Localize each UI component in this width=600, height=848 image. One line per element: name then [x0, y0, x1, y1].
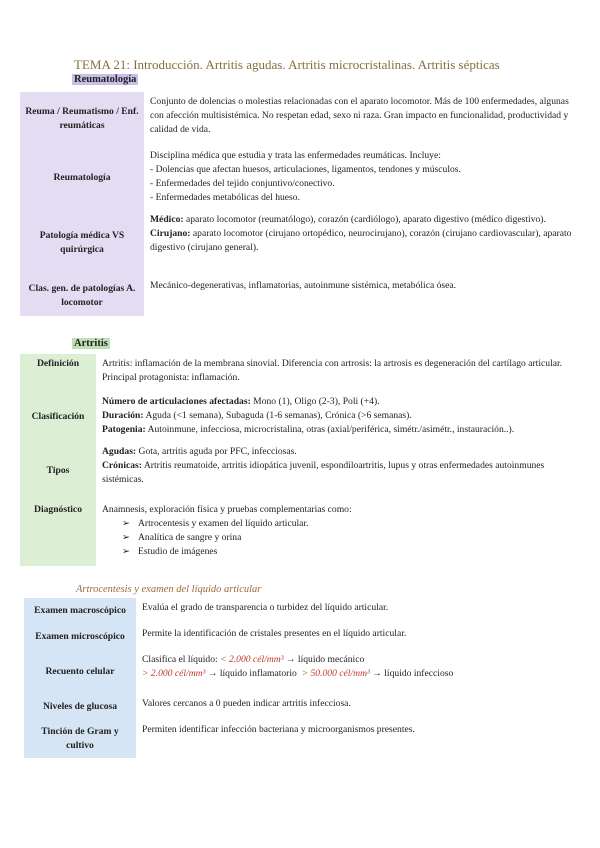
recuento-threshold: < 2.000 cél/mm³	[220, 654, 284, 665]
row-key: Niveles de glucosa	[24, 694, 136, 720]
row-key: Clasificación	[20, 392, 96, 442]
page-title: TEMA 21: Introducción. Artritis agudas. Artritis microcristalinas. Artritis sépticas	[74, 57, 500, 72]
cirujano-text: aparato locomotor (cirujano ortopédico, neurocirujano), corazón (cirujano cardiovascular), aparato digestivo (cirujano general).	[150, 228, 572, 253]
row-value: Permite la identificación de cristales presentes en el líquido articular.	[142, 628, 407, 639]
row-value	[96, 500, 588, 566]
row-value	[96, 442, 588, 500]
row-value: Mecánico-degenerativas, inflamatorias, autoinmune sistémica, metabólica ósea.	[150, 280, 457, 291]
line: - Dolencias que afectan huesos, articulaciones, ligamentos, tendones y músculos.	[150, 164, 461, 175]
table-row	[20, 500, 588, 566]
row-value: Valores cercanos a 0 pueden indicar artritis infecciosa.	[142, 698, 351, 709]
list-item: ➢ Artrocentesis y examen del líquido articular.	[122, 517, 584, 531]
section-label-reumatologia: Reumatología	[74, 74, 137, 85]
recuento-text: → líquido mecánico	[283, 654, 365, 665]
row-key: Diagnóstico	[20, 500, 96, 566]
recuento-threshold: > 2.000 cél/mm³	[142, 668, 206, 679]
table-row	[24, 624, 572, 650]
list-item: ➢ Estudio de imágenes	[122, 545, 584, 559]
line: - Enfermedades metabólicas del hueso.	[150, 192, 300, 203]
line: - Enfermedades del tejido conjuntivo/conectivo.	[150, 178, 335, 189]
table-row	[20, 442, 588, 500]
row-key: Tinción de Gram y cultivo	[24, 720, 136, 758]
recuento-text: → líquido inflamatorio	[205, 668, 302, 679]
tipos-cronicas-label: Crónicas:	[102, 460, 142, 471]
clas-dur-label: Duración:	[102, 410, 144, 421]
row-value: Conjunto de dolencias o molestias relacionadas con el aparato locomotor. Más de 100 enfermedades, algunas con afección multisistémica. No respetan edad, sexo ni raza. Gran impacto en funcionalidad, productividad y calidad de vida.	[150, 96, 569, 135]
diagnostico-text: Anamnesis, exploración física y pruebas complementarias como:	[102, 504, 352, 515]
clas-pat-label: Patogenia:	[102, 424, 146, 435]
clas-dur-text: Aguda (<1 semana), Subaguda (1-6 semanas), Crónica (>6 semanas).	[143, 410, 412, 421]
row-key: Reuma / Reumatismo / Enf. reumáticas	[20, 92, 144, 146]
liquido-table	[24, 598, 572, 758]
cirujano-label: Cirujano:	[150, 228, 191, 239]
row-value: Artritis: inflamación de la membrana sinovial. Diferencia con artrosis: la artrosis es degeneración del cartílago articular. Principal protagonista: inflamación.	[102, 358, 563, 383]
clas-pat-text: Autoinmune, infecciosa, microcristalina, otras (axial/periférica, simétr./asimétr., instauración..).	[145, 424, 515, 435]
recuento-threshold: > 50.000 cél/mm³	[301, 668, 370, 679]
row-key: Tipos	[20, 442, 96, 500]
tipos-agudas-label: Agudas:	[102, 446, 137, 457]
diagnostico-list	[102, 517, 584, 559]
medico-text: aparato locomotor (reumatólogo), corazón (cardiólogo), aparato digestivo (médico digestivo).	[183, 214, 546, 225]
table-row	[24, 694, 572, 720]
clas-num-text: Mono (1), Oligo (2-3), Poli (+4).	[250, 396, 380, 407]
row-value: Permiten identificar infección bacteriana y microorganismos presentes.	[142, 724, 415, 735]
table-row	[20, 146, 580, 210]
row-value	[96, 392, 588, 442]
row-key: Patología médica VS quirúrgica	[20, 210, 144, 276]
artritis-table	[20, 354, 588, 566]
row-key: Definición	[20, 354, 96, 392]
table-row	[24, 720, 572, 758]
row-key: Examen microscópico	[24, 624, 136, 650]
tipos-agudas-text: Gota, artritis aguda por PFC, infecciosas.	[136, 446, 297, 457]
section-label-artritis: Artritis	[74, 338, 108, 349]
row-key: Reumatología	[20, 146, 144, 210]
recuento-text: Clasifica el líquido:	[142, 654, 221, 665]
row-value: Evalúa el grado de transparencia o turbidez del líquido articular.	[142, 602, 389, 613]
table-row	[24, 650, 572, 694]
table-row	[24, 598, 572, 624]
tipos-cronicas-text: Artritis reumatoide, artritis idiopática juvenil, espondiloartritis, lupus y otras enfermedades autoinmunes sistémicas.	[102, 460, 545, 485]
table-row	[20, 354, 588, 392]
list-item: ➢ Analítica de sangre y orina	[122, 531, 584, 545]
table-row	[20, 92, 580, 146]
line: Disciplina médica que estudia y trata las enfermedades reumáticas. Incluye:	[150, 150, 441, 161]
recuento-text: → líquido infeccioso	[369, 668, 454, 679]
row-value	[136, 650, 572, 694]
table-row	[20, 392, 588, 442]
row-key: Clas. gen. de patologías A. locomotor	[20, 276, 144, 316]
row-value	[144, 146, 580, 210]
clas-num-label: Número de articulaciones afectadas:	[102, 396, 251, 407]
row-key: Examen macroscópico	[24, 598, 136, 624]
reumatologia-table	[20, 92, 580, 316]
liquido-heading: Artrocentesis y examen del líquido articular	[76, 584, 262, 595]
row-key: Recuento celular	[24, 650, 136, 694]
table-row	[20, 276, 580, 316]
medico-label: Médico:	[150, 214, 184, 225]
row-value	[144, 210, 580, 276]
table-row	[20, 210, 580, 276]
